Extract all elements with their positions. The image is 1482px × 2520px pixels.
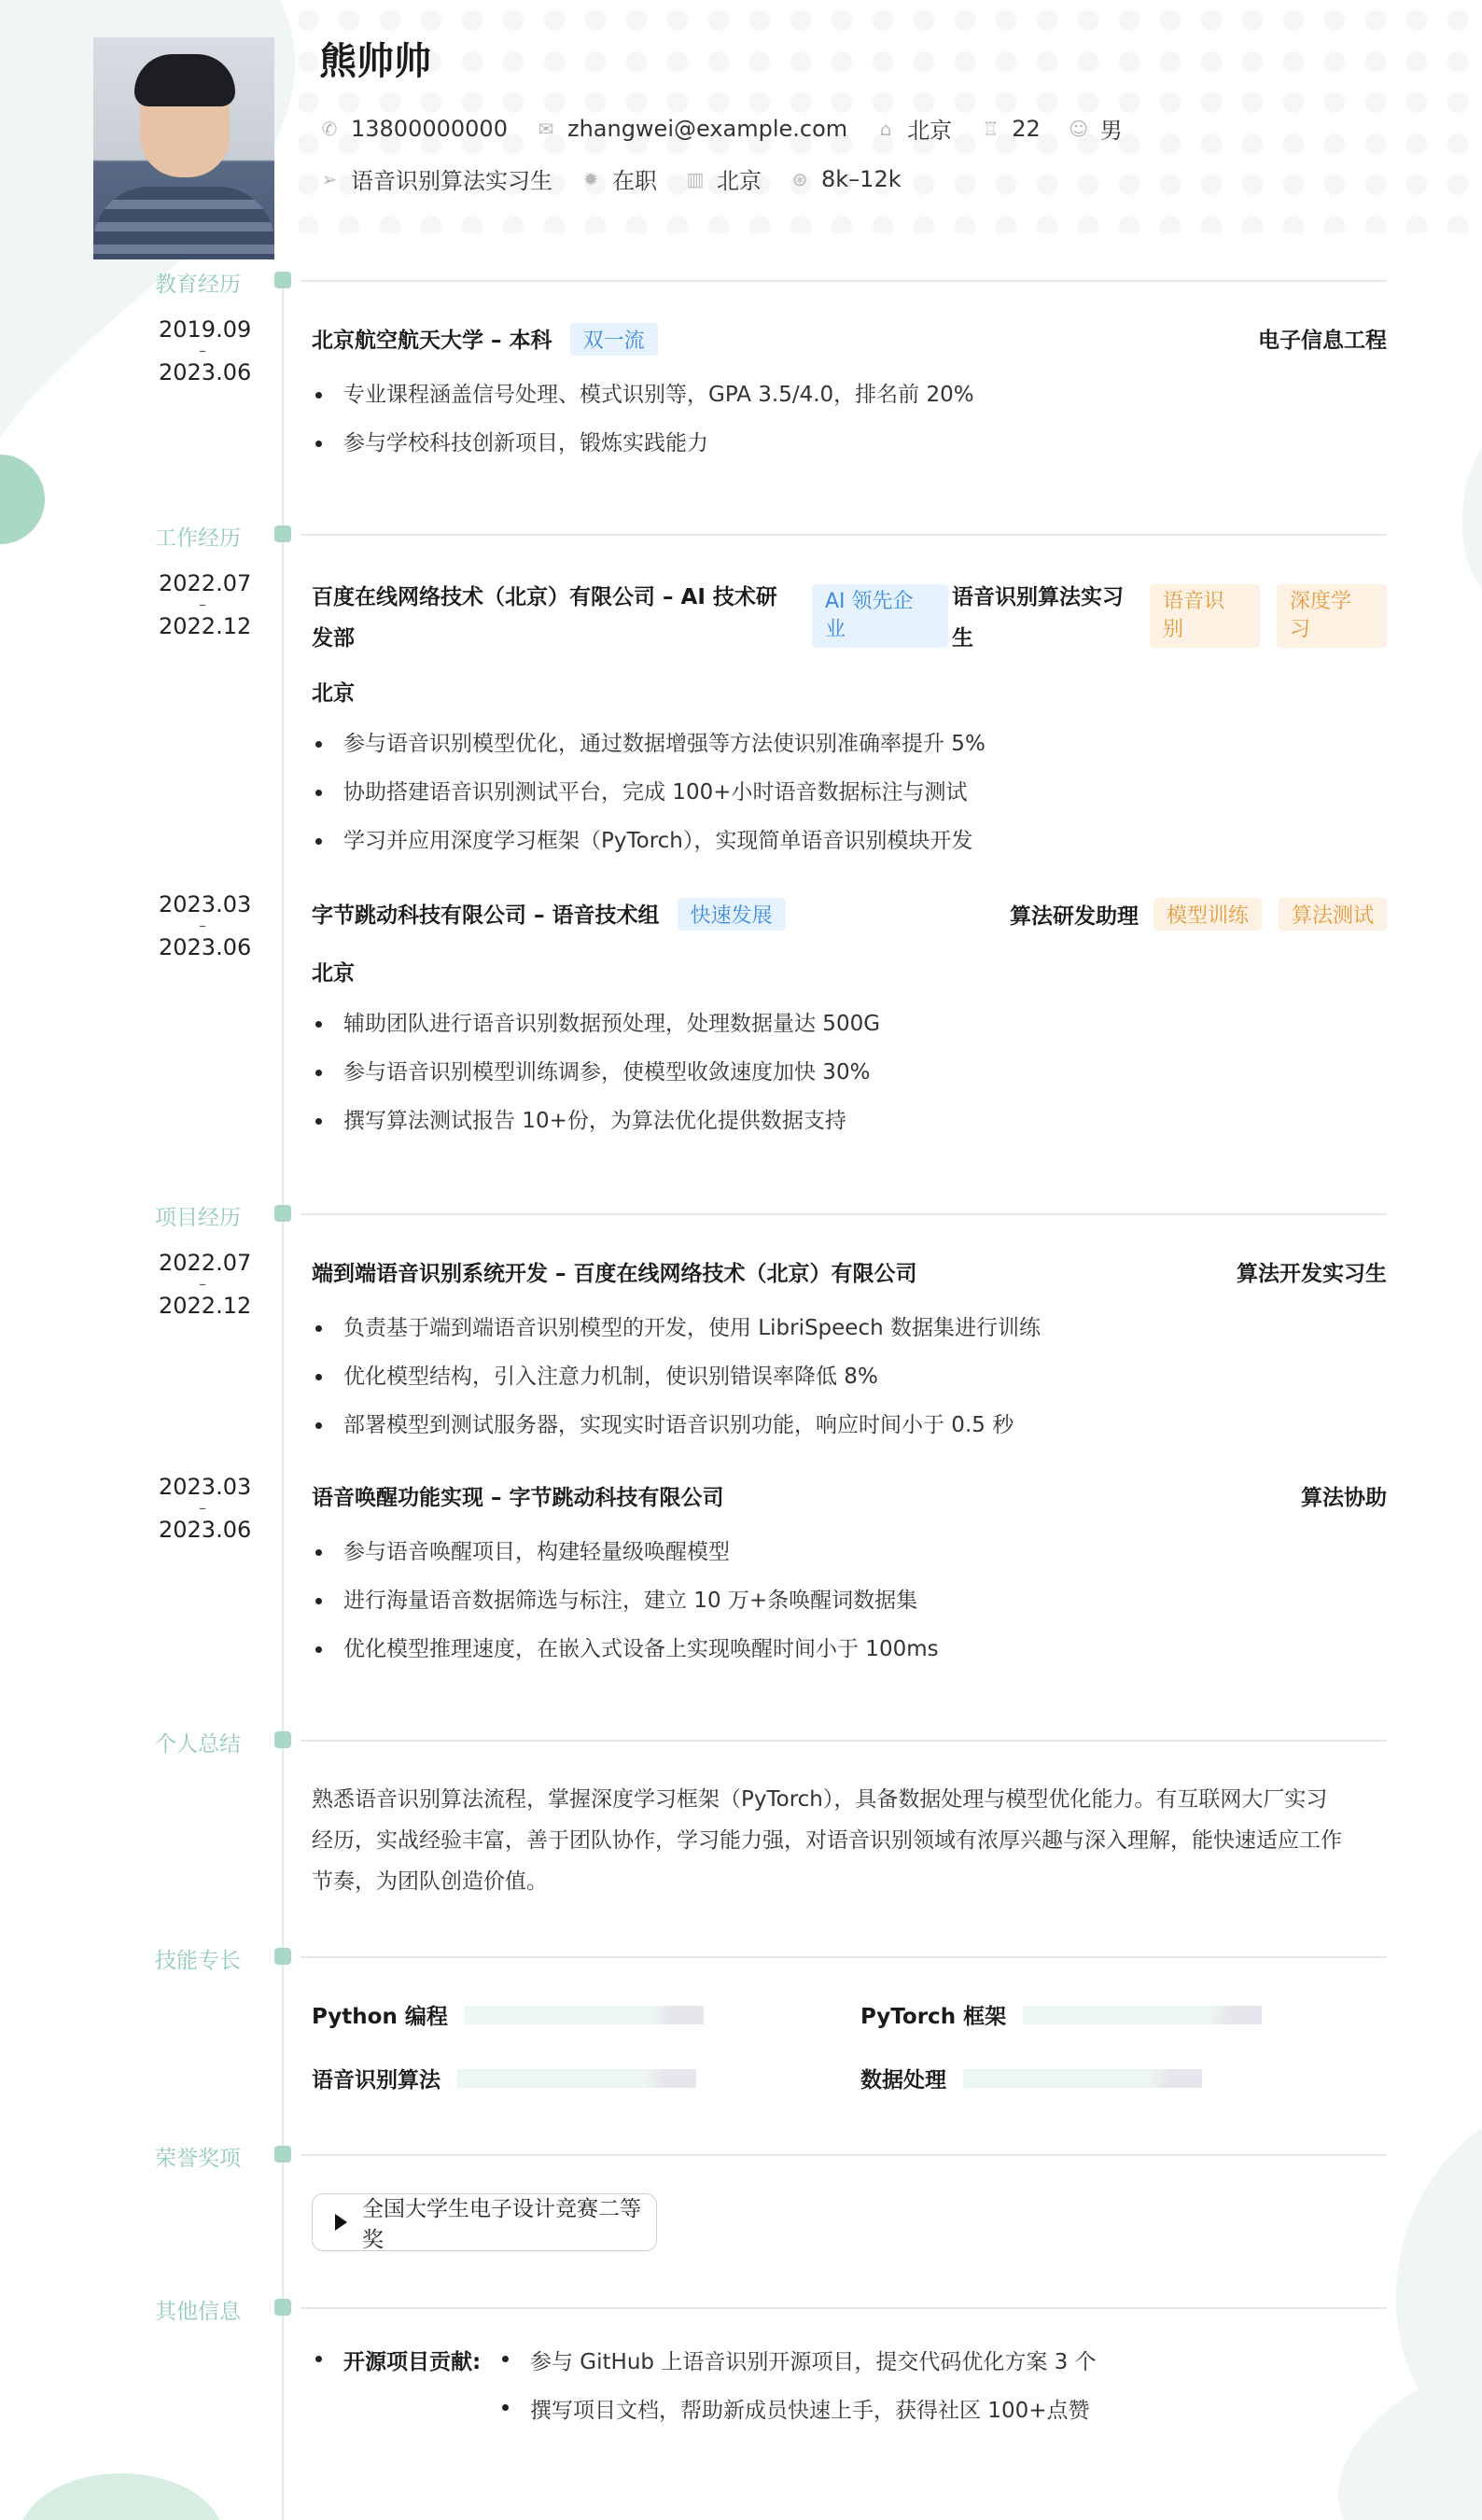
- skill-tag-line1: 深度学: [1290, 590, 1352, 613]
- section-marker: [274, 525, 291, 542]
- phone-icon: ✆: [321, 117, 338, 140]
- summary-text: [312, 1779, 1387, 1902]
- section-divider: [301, 1956, 1387, 1958]
- list-item: 负责基于端到端语音识别模型的开发，使用 LibriSpeech 数据集进行训练: [312, 1314, 1387, 1363]
- send-icon: ➢: [321, 167, 338, 190]
- list-item: 协助搭建语音识别测试平台，完成 100+小时语音数据标注与测试: [312, 778, 1387, 827]
- company-title-line2: 发部: [312, 626, 355, 651]
- skill-bar-shade: [651, 2006, 704, 2024]
- role-title: 算法研发助理: [1009, 904, 1139, 929]
- skill-tag: 算法测试: [1279, 898, 1387, 931]
- job-target-text: 语音识别算法实习生: [351, 168, 552, 194]
- date-end: 2023.06: [159, 359, 252, 385]
- work-1-header: [312, 577, 1387, 651]
- work-2-header: [312, 898, 1387, 935]
- list-item: 参与语音唤醒项目，构建轻量级唤醒模型: [312, 1538, 1387, 1587]
- skill-tag: [1150, 584, 1260, 648]
- skill-bar: [963, 2069, 1202, 2088]
- building-icon: ▥: [686, 167, 705, 190]
- section-marker: [274, 1205, 291, 1222]
- education-bullets: [312, 381, 1387, 478]
- skill-tag: [1277, 584, 1387, 648]
- education-header: [312, 323, 1387, 356]
- date-end: 2022.12: [159, 613, 252, 639]
- skill-tag-line2: 习: [1290, 618, 1311, 641]
- skill-asr: [312, 2063, 696, 2093]
- school-tag: 双一流: [570, 323, 658, 356]
- award-text: 全国大学生电子设计竞赛二等奖: [362, 2197, 641, 2252]
- major: 电子信息工程: [1258, 329, 1387, 353]
- summary-line: 节奏，为团队创造价值。: [312, 1869, 548, 1894]
- date-dash: –: [199, 1275, 206, 1293]
- section-title-summary: 个人总结: [155, 1732, 241, 1757]
- status-icon: ✹: [582, 167, 599, 190]
- work-1-date: [159, 569, 252, 640]
- section-divider: [301, 1213, 1387, 1215]
- company-title: 字节跳动科技有限公司 – 语音技术组: [312, 903, 660, 928]
- phone-item: [319, 116, 508, 142]
- skill-bar-shade: [644, 2069, 696, 2088]
- skill-bar-shade: [1150, 2069, 1202, 2088]
- work-2-date: [159, 890, 252, 961]
- skill-label: Python 编程: [312, 2005, 448, 2029]
- section-divider: [301, 534, 1387, 536]
- project-1-bullets: [312, 1314, 1387, 1460]
- project-2-date: [159, 1473, 252, 1544]
- location-text: 北京: [907, 118, 953, 144]
- company-tag: 快速发展: [678, 898, 786, 931]
- skill-tag: 模型训练: [1153, 898, 1262, 931]
- project-2-header: [312, 1480, 1387, 1511]
- status-text: 在职: [612, 168, 657, 194]
- list-item: 辅助团队进行语音识别数据预处理，处理数据量达 500G: [312, 1010, 1387, 1058]
- project-1-header: [312, 1256, 1387, 1287]
- phone-text: 13800000000: [351, 115, 508, 142]
- date-start: 2022.07: [159, 1250, 252, 1276]
- role-and-tags: [1010, 898, 1387, 931]
- work-1-city: 北京: [312, 681, 355, 706]
- mail-icon: ✉: [538, 117, 554, 140]
- job-intent-row: [319, 162, 930, 195]
- company-tag: [812, 584, 948, 648]
- section-title-education: 教育经历: [155, 273, 241, 297]
- skill-pytorch: [860, 1999, 1262, 2030]
- section-marker: [274, 272, 291, 288]
- gender-icon: ☺: [1069, 117, 1089, 140]
- gender-text: 男: [1099, 118, 1123, 144]
- contact-row: [319, 112, 1151, 145]
- date-end: 2022.12: [159, 1293, 252, 1319]
- company-title: [312, 577, 806, 659]
- section-title-work: 工作经历: [155, 526, 241, 551]
- target-city-item: [685, 162, 762, 195]
- section-title-other: 其他信息: [155, 2300, 241, 2324]
- education-date: [159, 315, 252, 386]
- profile-photo: [93, 37, 274, 259]
- money-icon: ⊛: [791, 167, 808, 190]
- section-divider: [301, 2154, 1387, 2156]
- work-2-bullets: [312, 1010, 1387, 1155]
- list-item: 优化模型结构，引入注意力机制，使识别错误率降低 8%: [312, 1363, 1387, 1411]
- list-item: 参与 GitHub 上语音识别开源项目，提交代码优化方案 3 个: [498, 2345, 1097, 2375]
- skill-tag-line2: 别: [1163, 618, 1184, 641]
- project-2-bullets: [312, 1538, 1387, 1684]
- section-title-honors: 荣誉奖项: [155, 2147, 241, 2171]
- list-item: 撰写算法测试报告 10+份，为算法优化提供数据支持: [312, 1107, 1387, 1155]
- summary-line: 经历，实战经验丰富，善于团队协作，学习能力强，对语音识别领域有浓厚兴趣与深入理解，能快速适应工作: [312, 1828, 1342, 1853]
- section-marker: [274, 2299, 291, 2316]
- list-item: 专业课程涵盖信号处理、模式识别等，GPA 3.5/4.0，排名前 20%: [312, 381, 1387, 429]
- salary-item: [790, 166, 902, 192]
- date-start: 2023.03: [159, 891, 252, 917]
- project-role: 算法开发实习生: [1237, 1262, 1387, 1286]
- gender-item: [1069, 112, 1123, 145]
- award-item[interactable]: [312, 2193, 657, 2251]
- skill-bar: [465, 2006, 704, 2024]
- skill-tag-line1: 语音识: [1163, 590, 1225, 613]
- list-item: 参与学校科技创新项目，锻炼实践能力: [312, 429, 1387, 478]
- date-end: 2023.06: [159, 934, 252, 960]
- skill-data: [860, 2063, 1202, 2093]
- date-dash: –: [199, 917, 206, 934]
- list-item: 参与语音识别模型训练调参，使模型收敛速度加快 30%: [312, 1058, 1387, 1107]
- role-title-line2: 生: [952, 626, 973, 651]
- skill-bar: [457, 2069, 696, 2088]
- project-role: 算法协助: [1301, 1486, 1387, 1510]
- list-item: 优化模型推理速度，在嵌入式设备上实现唤醒时间小于 100ms: [312, 1635, 1387, 1684]
- section-divider: [301, 2307, 1387, 2309]
- triangle-right-icon: [335, 2214, 347, 2231]
- project-title: 端到端语音识别系统开发 – 百度在线网络技术（北京）有限公司: [312, 1262, 917, 1286]
- section-divider: [301, 280, 1387, 282]
- project-1-date: [159, 1249, 252, 1320]
- skill-python: [312, 1999, 704, 2030]
- status-item: [580, 162, 657, 195]
- location-item: [875, 112, 952, 145]
- date-start: 2022.07: [159, 570, 252, 596]
- company-title-line1: 百度在线网络技术（北京）有限公司 – AI 技术研: [312, 585, 777, 609]
- job-target-item: [319, 162, 552, 195]
- project-title: 语音唤醒功能实现 – 字节跳动科技有限公司: [312, 1486, 724, 1510]
- date-dash: –: [199, 595, 206, 613]
- date-start: 2023.03: [159, 1474, 252, 1500]
- age-text: 22: [1012, 115, 1041, 142]
- date-dash: –: [199, 342, 206, 359]
- skill-bar-shade: [1209, 2006, 1262, 2024]
- company-tag-line1: AI 领先企: [825, 590, 914, 613]
- company-tag-line2: 业: [825, 618, 846, 641]
- photo-hair: [134, 54, 235, 106]
- work-1-bullets: [312, 730, 1387, 875]
- target-city-text: 北京: [717, 168, 762, 194]
- skill-bar: [1023, 2006, 1262, 2024]
- summary-line: 熟悉语音识别算法流程，掌握深度学习框架（PyTorch），具备数据处理与模型优化能力。有互联网大厂实习: [312, 1787, 1328, 1812]
- salary-text: 8k–12k: [821, 165, 902, 192]
- section-divider: [301, 1740, 1387, 1742]
- section-marker: [274, 2146, 291, 2163]
- work-2-city: 北京: [312, 961, 355, 986]
- section-marker: [274, 1731, 291, 1748]
- section-title-skills: 技能专长: [155, 1949, 241, 1973]
- skill-label: PyTorch 框架: [860, 2005, 1007, 2029]
- candidate-name: 熊帅帅: [319, 40, 431, 83]
- role-title: [952, 577, 1148, 659]
- date-dash: –: [199, 1499, 206, 1517]
- other-label: 开源项目贡献:: [312, 2345, 481, 2375]
- skill-label: 数据处理: [860, 2068, 946, 2093]
- list-item: 参与语音识别模型优化，通过数据增强等方法使识别准确率提升 5%: [312, 730, 1387, 778]
- date-start: 2019.09: [159, 316, 252, 343]
- age-item: [980, 116, 1041, 142]
- section-title-projects: 项目经历: [155, 1206, 241, 1230]
- date-end: 2023.06: [159, 1517, 252, 1543]
- list-item: 撰写项目文档，帮助新成员快速上手，获得社区 100+点赞: [498, 2393, 1089, 2424]
- timeline-line: [282, 280, 284, 2520]
- list-item: 部署模型到测试服务器，实现实时语音识别功能，响应时间小于 0.5 秒: [312, 1411, 1387, 1460]
- role-title-line1: 语音识别算法实习: [952, 585, 1124, 609]
- email-text: zhangwei@example.com: [566, 115, 848, 142]
- section-marker: [274, 1948, 291, 1965]
- list-item: 学习并应用深度学习框架（PyTorch），实现简单语音识别模块开发: [312, 827, 1387, 875]
- school-title: 北京航空航天大学 – 本科: [312, 329, 552, 353]
- email-item: [536, 116, 847, 142]
- photo-shirt: [93, 187, 274, 259]
- skill-label: 语音识别算法: [312, 2068, 440, 2093]
- list-item: 进行海量语音数据筛选与标注，建立 10 万+条唤醒词数据集: [312, 1587, 1387, 1635]
- age-icon: ♖: [982, 117, 1000, 140]
- home-icon: ⌂: [879, 117, 892, 140]
